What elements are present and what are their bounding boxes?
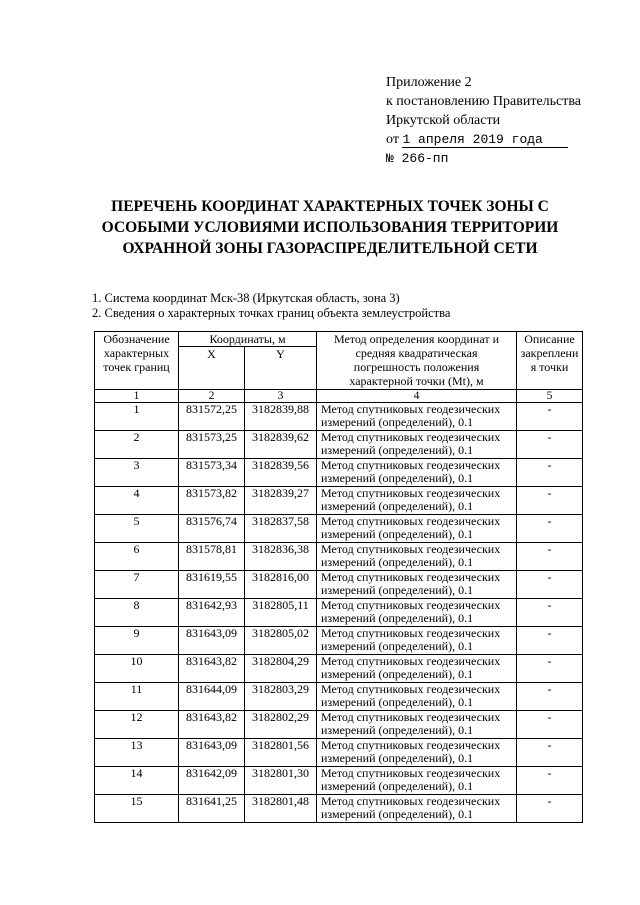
method-line-2: измерений (определений), 0.1 bbox=[321, 807, 474, 821]
column-number: 1 bbox=[95, 390, 179, 403]
column-number: 3 bbox=[245, 390, 317, 403]
table-row bbox=[95, 739, 583, 767]
method-cell bbox=[317, 627, 517, 655]
appendix-number: № 266-пп bbox=[386, 151, 449, 166]
method-cell bbox=[317, 403, 517, 431]
method-line-1: Метод спутниковых геодезических bbox=[321, 626, 501, 640]
method-cell bbox=[317, 739, 517, 767]
y-coordinate: 3182801,56 bbox=[245, 739, 317, 767]
y-coordinate: 3182837,58 bbox=[245, 515, 317, 543]
header-description bbox=[517, 332, 583, 390]
title-line-1: ПЕРЕЧЕНЬ КООРДИНАТ ХАРАКТЕРНЫХ ТОЧЕК ЗОНЫ С bbox=[111, 198, 549, 215]
method-line-2: измерений (определений), 0.1 bbox=[321, 779, 474, 793]
point-description: - bbox=[517, 711, 583, 739]
point-description: - bbox=[517, 739, 583, 767]
method-line-2: измерений (определений), 0.1 bbox=[321, 611, 474, 625]
table-row bbox=[95, 711, 583, 739]
table-row bbox=[95, 459, 583, 487]
y-coordinate: 3182836,38 bbox=[245, 543, 317, 571]
point-description: - bbox=[517, 655, 583, 683]
y-coordinate: 3182839,62 bbox=[245, 431, 317, 459]
y-coordinate: 3182801,30 bbox=[245, 767, 317, 795]
point-description: - bbox=[517, 599, 583, 627]
table-row bbox=[95, 431, 583, 459]
header-coordinates: Координаты, м bbox=[179, 332, 317, 347]
header-x: X bbox=[179, 347, 245, 390]
document-title bbox=[60, 196, 600, 259]
method-line-2: измерений (определений), 0.1 bbox=[321, 415, 474, 429]
x-coordinate: 831572,25 bbox=[179, 403, 245, 431]
point-number: 5 bbox=[95, 515, 179, 543]
point-number: 3 bbox=[95, 459, 179, 487]
method-line-1: Метод спутниковых геодезических bbox=[321, 570, 501, 584]
x-coordinate: 831641,25 bbox=[179, 795, 245, 823]
table-row bbox=[95, 683, 583, 711]
method-line-1: Метод спутниковых геодезических bbox=[321, 598, 501, 612]
x-coordinate: 831643,82 bbox=[179, 711, 245, 739]
method-line-2: измерений (определений), 0.1 bbox=[321, 555, 474, 569]
y-coordinate: 3182805,11 bbox=[245, 599, 317, 627]
method-line-1: Метод спутниковых геодезических bbox=[321, 402, 501, 416]
header-description-line: закреплени bbox=[520, 346, 579, 360]
table-row bbox=[95, 543, 583, 571]
header-designation-line: Обозначение bbox=[103, 332, 170, 346]
appendix-resolution: к постановлению Правительства bbox=[386, 94, 582, 109]
method-line-1: Метод спутниковых геодезических bbox=[321, 486, 501, 500]
x-coordinate: 831578,81 bbox=[179, 543, 245, 571]
title-line-3: ОХРАННОЙ ЗОНЫ ГАЗОРАСПРЕДЕЛИТЕЛЬНОЙ СЕТИ bbox=[122, 240, 538, 257]
header-designation bbox=[95, 332, 179, 390]
table-row bbox=[95, 487, 583, 515]
table-row bbox=[95, 515, 583, 543]
method-cell bbox=[317, 487, 517, 515]
x-coordinate: 831576,74 bbox=[179, 515, 245, 543]
method-cell bbox=[317, 683, 517, 711]
method-line-2: измерений (определений), 0.1 bbox=[321, 471, 474, 485]
point-number: 9 bbox=[95, 627, 179, 655]
coordinate-system: 1. Система координат Мск-38 (Иркутская область, зона 3) bbox=[92, 291, 400, 305]
point-number: 2 bbox=[95, 431, 179, 459]
method-cell bbox=[317, 795, 517, 823]
point-description: - bbox=[517, 571, 583, 599]
method-line-1: Метод спутниковых геодезических bbox=[321, 542, 501, 556]
method-line-2: измерений (определений), 0.1 bbox=[321, 667, 474, 681]
header-designation-line: характерных bbox=[103, 346, 170, 360]
header-method bbox=[317, 332, 517, 390]
point-number: 10 bbox=[95, 655, 179, 683]
x-coordinate: 831573,25 bbox=[179, 431, 245, 459]
x-coordinate: 831643,82 bbox=[179, 655, 245, 683]
method-line-2: измерений (определений), 0.1 bbox=[321, 751, 474, 765]
point-number: 11 bbox=[95, 683, 179, 711]
method-cell bbox=[317, 431, 517, 459]
table-row bbox=[95, 403, 583, 431]
method-cell bbox=[317, 515, 517, 543]
appendix-title: Приложение 2 bbox=[386, 75, 472, 90]
column-number: 4 bbox=[317, 390, 517, 403]
method-cell bbox=[317, 543, 517, 571]
table-row bbox=[95, 599, 583, 627]
x-coordinate: 831642,09 bbox=[179, 767, 245, 795]
point-description: - bbox=[517, 515, 583, 543]
header-description-line: я точки bbox=[530, 360, 569, 374]
method-line-2: измерений (определений), 0.1 bbox=[321, 527, 474, 541]
info-block bbox=[92, 291, 450, 321]
appendix-region: Иркутской области bbox=[386, 113, 501, 128]
x-coordinate: 831573,82 bbox=[179, 487, 245, 515]
method-line-1: Метод спутниковых геодезических bbox=[321, 654, 501, 668]
y-coordinate: 3182801,48 bbox=[245, 795, 317, 823]
point-number: 6 bbox=[95, 543, 179, 571]
method-cell bbox=[317, 571, 517, 599]
header-method-line: Метод определения координат и bbox=[333, 332, 500, 346]
title-line-2: ОСОБЫМИ УСЛОВИЯМИ ИСПОЛЬЗОВАНИЯ ТЕРРИТОРИИ bbox=[101, 219, 559, 236]
method-line-1: Метод спутниковых геодезических bbox=[321, 766, 501, 780]
point-number: 8 bbox=[95, 599, 179, 627]
point-description: - bbox=[517, 403, 583, 431]
table-row bbox=[95, 655, 583, 683]
method-cell bbox=[317, 655, 517, 683]
method-line-2: измерений (определений), 0.1 bbox=[321, 695, 474, 709]
column-number-row bbox=[95, 390, 583, 403]
point-description: - bbox=[517, 767, 583, 795]
details-heading: 2. Сведения о характерных точках границ объекта землеустройства bbox=[92, 306, 451, 320]
point-number: 15 bbox=[95, 795, 179, 823]
method-cell bbox=[317, 599, 517, 627]
method-line-2: измерений (определений), 0.1 bbox=[321, 723, 474, 737]
y-coordinate: 3182802,29 bbox=[245, 711, 317, 739]
header-designation-line: точек границ bbox=[103, 360, 170, 374]
table-row bbox=[95, 767, 583, 795]
point-description: - bbox=[517, 459, 583, 487]
x-coordinate: 831619,55 bbox=[179, 571, 245, 599]
method-line-1: Метод спутниковых геодезических bbox=[321, 430, 501, 444]
y-coordinate: 3182839,88 bbox=[245, 403, 317, 431]
method-line-2: измерений (определений), 0.1 bbox=[321, 583, 474, 597]
point-description: - bbox=[517, 487, 583, 515]
y-coordinate: 3182805,02 bbox=[245, 627, 317, 655]
x-coordinate: 831573,34 bbox=[179, 459, 245, 487]
method-line-1: Метод спутниковых геодезических bbox=[321, 458, 501, 472]
y-coordinate: 3182839,27 bbox=[245, 487, 317, 515]
header-method-line: средняя квадратическая bbox=[355, 346, 478, 360]
point-number: 14 bbox=[95, 767, 179, 795]
point-number: 12 bbox=[95, 711, 179, 739]
table-row bbox=[95, 627, 583, 655]
point-number: 4 bbox=[95, 487, 179, 515]
x-coordinate: 831644,09 bbox=[179, 683, 245, 711]
method-line-1: Метод спутниковых геодезических bbox=[321, 738, 501, 752]
table-row bbox=[95, 571, 583, 599]
point-description: - bbox=[517, 683, 583, 711]
x-coordinate: 831643,09 bbox=[179, 627, 245, 655]
point-number: 1 bbox=[95, 403, 179, 431]
x-coordinate: 831642,93 bbox=[179, 599, 245, 627]
y-coordinate: 3182804,29 bbox=[245, 655, 317, 683]
coordinates-table bbox=[94, 331, 583, 823]
y-coordinate: 3182803,29 bbox=[245, 683, 317, 711]
appendix-block bbox=[386, 73, 581, 168]
point-number: 7 bbox=[95, 571, 179, 599]
method-line-2: измерений (определений), 0.1 bbox=[321, 499, 474, 513]
appendix-date bbox=[386, 130, 581, 149]
table-row bbox=[95, 795, 583, 823]
header-row-1 bbox=[95, 332, 583, 347]
point-description: - bbox=[517, 627, 583, 655]
point-description: - bbox=[517, 795, 583, 823]
header-method-line: погрешность положения bbox=[353, 360, 480, 374]
y-coordinate: 3182839,56 bbox=[245, 459, 317, 487]
header-y: Y bbox=[245, 347, 317, 390]
header-description-line: Описание bbox=[524, 332, 575, 346]
method-line-1: Метод спутниковых геодезических bbox=[321, 710, 501, 724]
appendix-date-prefix: от bbox=[386, 132, 399, 147]
header-method-line: характерной точки (Mt), м bbox=[349, 374, 484, 388]
method-line-2: измерений (определений), 0.1 bbox=[321, 639, 474, 653]
method-line-2: измерений (определений), 0.1 bbox=[321, 443, 474, 457]
x-coordinate: 831643,09 bbox=[179, 739, 245, 767]
method-line-1: Метод спутниковых геодезических bbox=[321, 682, 501, 696]
point-number: 13 bbox=[95, 739, 179, 767]
point-description: - bbox=[517, 431, 583, 459]
method-cell bbox=[317, 459, 517, 487]
method-line-1: Метод спутниковых геодезических bbox=[321, 794, 501, 808]
method-cell bbox=[317, 711, 517, 739]
column-number: 5 bbox=[517, 390, 583, 403]
y-coordinate: 3182816,00 bbox=[245, 571, 317, 599]
method-cell bbox=[317, 767, 517, 795]
point-description: - bbox=[517, 543, 583, 571]
method-line-1: Метод спутниковых геодезических bbox=[321, 514, 501, 528]
appendix-date-value: 1 апреля 2019 года bbox=[402, 132, 568, 148]
column-number: 2 bbox=[179, 390, 245, 403]
